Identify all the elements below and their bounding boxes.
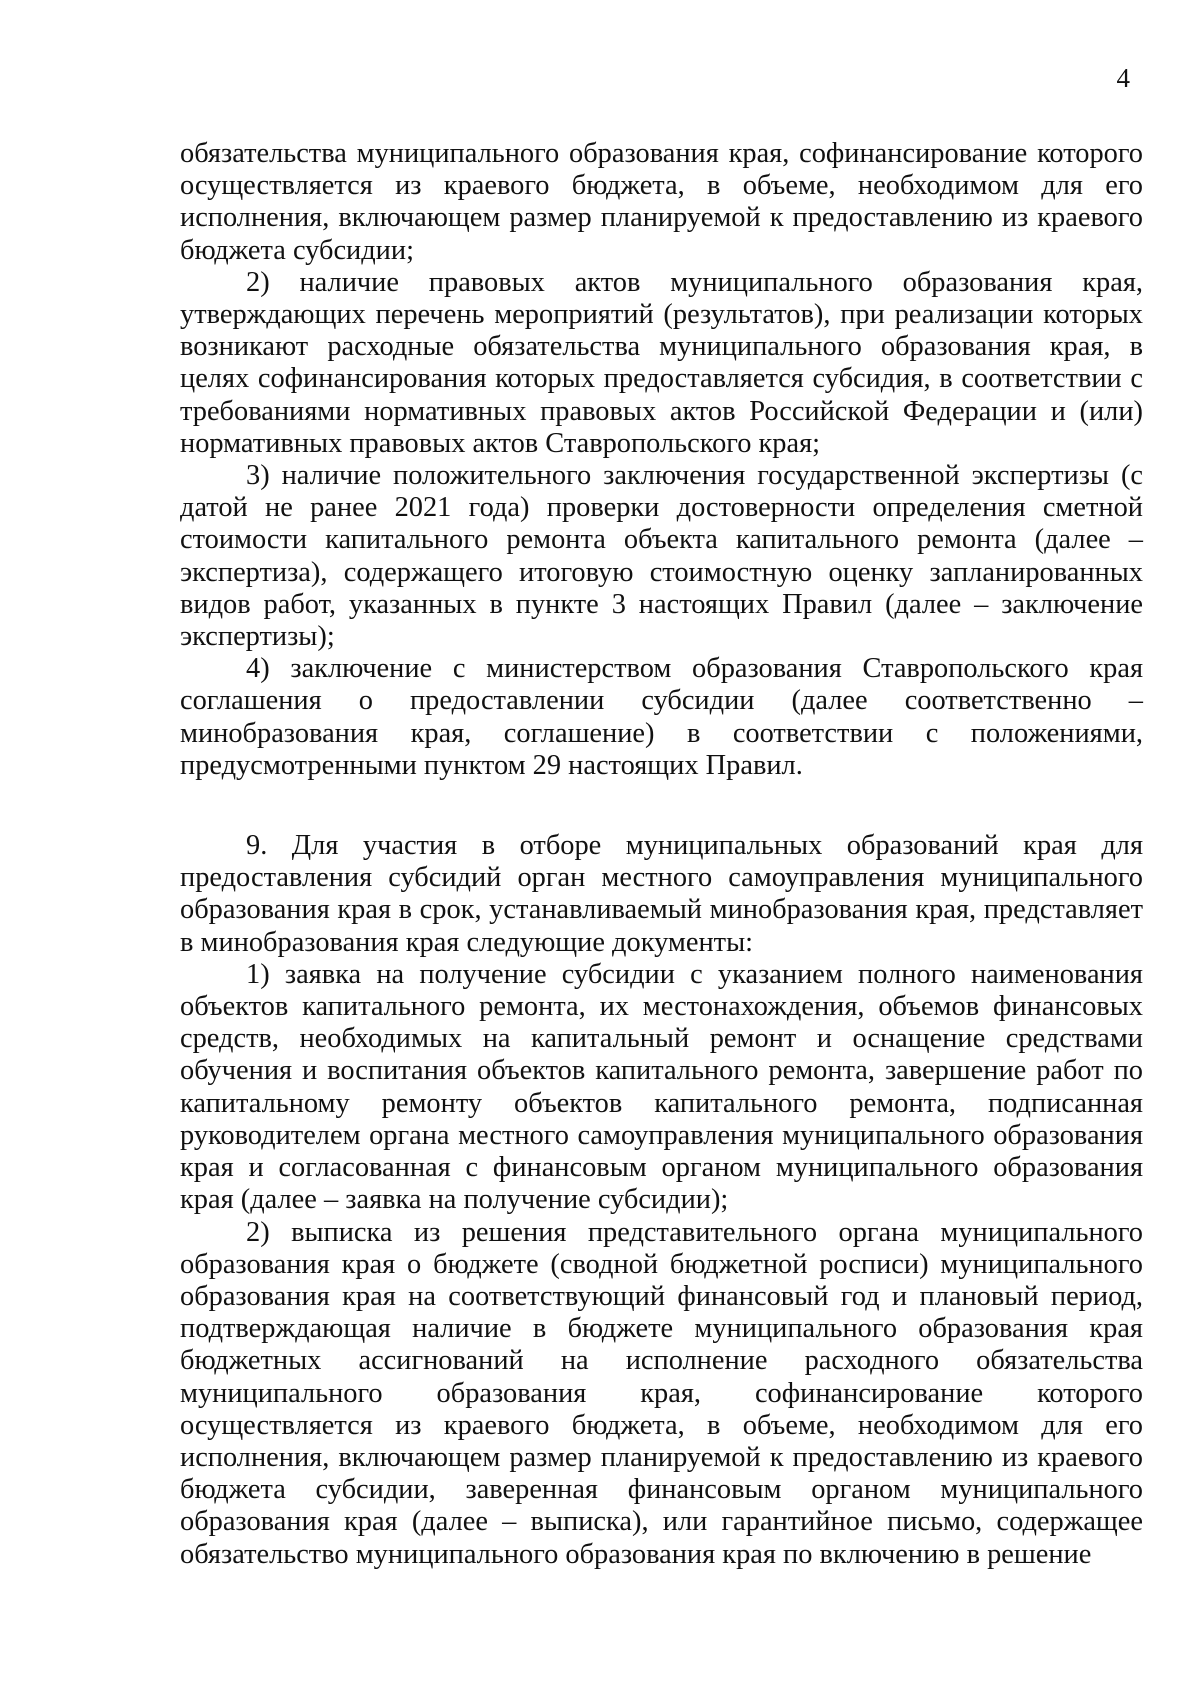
paragraph-item-2: 2) наличие правовых актов муниципального образования края, утверждающих перечень мероприятий (результатов), при реализации которых возникают расходные обязательства муниципального образования края, в целях софинансирования которых предоставляется субсидия, в соответствии с требованиями нормативных правовых актов Российской Федерации и (или) нормативных правовых актов Ставропольского края;	[180, 266, 1143, 459]
paragraph-section-9-item-2: 2) выписка из решения представительного органа муниципального образования края о бюджете (сводной бюджетной росписи) муниципального образования края на соответствующий финансовый год и плановый период, подтверждающая наличие в бюджете муниципального образования края бюджетных ассигнований на исполнение расходного обязательства муниципального образования края, софинансирование которого осуществляется из краевого бюджета, в объеме, необходимом для его исполнения, включающем размер планируемой к предоставлению из краевого бюджета субсидии, заверенная финансовым органом муниципального образования края (далее – выписка), или гарантийное письмо, содержащее обязательство муниципального образования края по включению в решение	[180, 1216, 1143, 1570]
document-body	[180, 138, 1143, 1571]
paragraph-item-3: 3) наличие положительного заключения государственной экспертизы (с датой не ранее 2021 года) проверки достоверности определения сметной стоимости капитального ремонта объекта капитального ремонта (далее – экспертиза), содержащего итоговую стоимостную оценку запланированных видов работ, указанных в пункте 3 настоящих Правил (далее – заключение экспертизы);	[180, 460, 1143, 653]
page-number: 4	[1116, 63, 1130, 93]
paragraph-section-9: 9. Для участия в отборе муниципальных образований края для предоставления субсидий орган местного самоуправления муниципального образования края в срок, устанавливаемый минобразования края, представляет в минобразования края следующие документы:	[180, 830, 1143, 958]
paragraph-continuation: обязательства муниципального образования края, софинансирование которого осуществляется из краевого бюджета, в объеме, необходимом для его исполнения, включающем размер планируемой к предоставлению из краевого бюджета субсидии;	[180, 138, 1143, 266]
paragraph-item-4: 4) заключение с министерством образования Ставропольского края соглашения о предоставлении субсидии (далее соответственно – минобразования края, соглашение) в соответствии с положениями, предусмотренными пунктом 29 настоящих Правил.	[180, 653, 1143, 781]
paragraph-section-9-item-1: 1) заявка на получение субсидии с указанием полного наименования объектов капитального ремонта, их местонахождения, объемов финансовых средств, необходимых на капитальный ремонт и оснащение средствами обучения и воспитания объектов капитального ремонта, завершение работ по капитальному ремонту объектов капитального ремонта, подписанная руководителем органа местного самоуправления муниципального образования края и согласованная с финансовым органом муниципального образования края (далее – заявка на получение субсидии);	[180, 958, 1143, 1216]
